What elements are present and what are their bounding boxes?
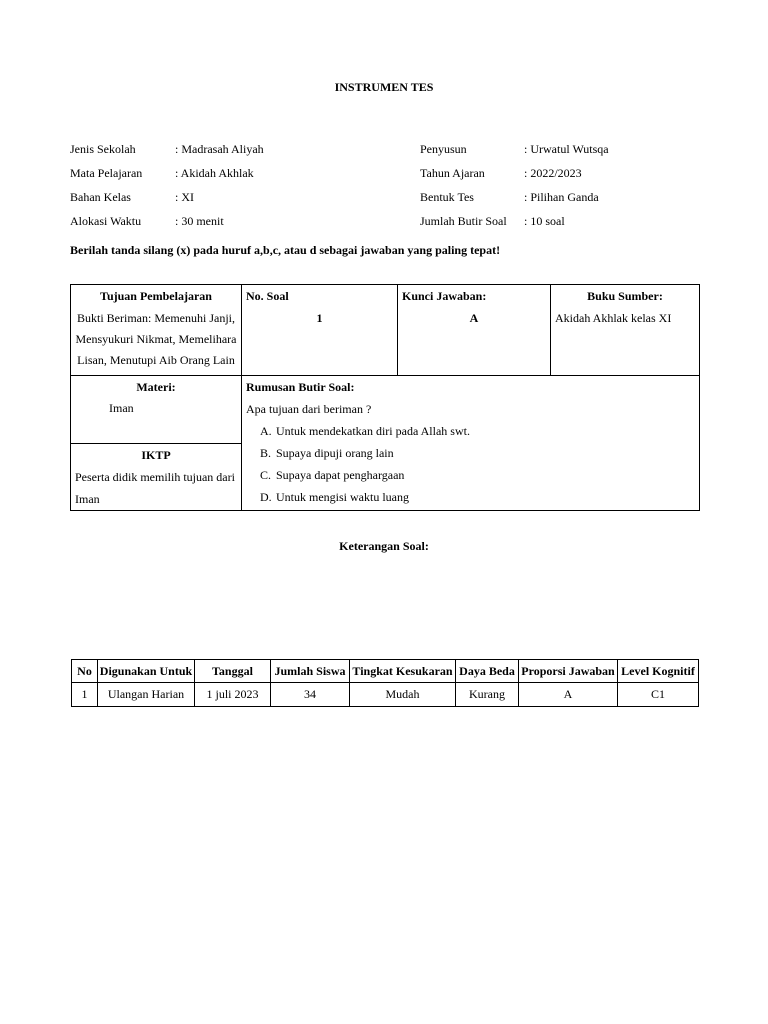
question-text: Apa tujuan dari beriman ? xyxy=(246,402,372,416)
tujuan-line: Lisan, Menutupi Aib Orang Lain xyxy=(77,353,235,367)
option-c[interactable] xyxy=(242,464,699,486)
option-text: Untuk mengisi waktu luang xyxy=(276,490,409,504)
option-text: Supaya dipuji orang lain xyxy=(276,446,394,460)
materi-value: Iman xyxy=(109,401,134,415)
option-letter: D. xyxy=(260,490,272,504)
meta-label-jenis-sekolah: Jenis Sekolah xyxy=(70,142,136,156)
keterangan-title: Keterangan Soal: xyxy=(339,539,429,553)
column-header: Jumlah Siswa xyxy=(271,660,350,683)
tujuan-text xyxy=(71,308,241,371)
iktp-text xyxy=(71,466,241,510)
table-cell: 1 xyxy=(72,683,98,707)
rumusan-cell xyxy=(242,376,700,511)
table-cell: Kurang xyxy=(456,683,519,707)
no-soal-header: No. Soal xyxy=(246,289,289,303)
rumusan-header: Rumusan Butir Soal: xyxy=(246,380,355,394)
tujuan-cell xyxy=(71,285,242,376)
tujuan-line: Bukti Beriman: Memenuhi Janji, xyxy=(77,311,235,325)
iktp-line: Peserta didik memilih tujuan dari xyxy=(75,470,235,484)
column-header: Tingkat Kesukaran xyxy=(350,660,456,683)
table-cell: A xyxy=(519,683,618,707)
table-cell: Ulangan Harian xyxy=(98,683,195,707)
materi-header: Materi: xyxy=(136,380,176,394)
analysis-table xyxy=(71,659,699,707)
column-header: Tanggal xyxy=(195,660,271,683)
buku-header: Buku Sumber: xyxy=(587,289,663,303)
tujuan-line: Mensyukuri Nikmat, Memelihara xyxy=(75,332,237,346)
analysis-header-row xyxy=(72,660,699,683)
no-soal-value: 1 xyxy=(316,311,323,325)
question-table xyxy=(70,284,700,511)
option-letter: C. xyxy=(260,468,272,482)
meta-label-jumlah-butir-soal: Jumlah Butir Soal xyxy=(420,214,507,228)
meta-label-tahun-ajaran: Tahun Ajaran xyxy=(420,166,485,180)
meta-label-penyusun: Penyusun xyxy=(420,142,467,156)
table-cell: Mudah xyxy=(350,683,456,707)
buku-value: Akidah Akhlak kelas XI xyxy=(555,311,672,325)
kunci-cell xyxy=(398,285,551,376)
meta-value-jenis-sekolah: : Madrasah Aliyah xyxy=(175,142,264,156)
column-header: Daya Beda xyxy=(456,660,519,683)
meta-label-mata-pelajaran: Mata Pelajaran xyxy=(70,166,143,180)
option-text: Untuk mendekatkan diri pada Allah swt. xyxy=(276,424,470,438)
meta-value-tahun-ajaran: : 2022/2023 xyxy=(524,166,582,180)
no-soal-cell xyxy=(242,285,398,376)
document-title: INSTRUMEN TES xyxy=(334,80,434,94)
meta-value-mata-pelajaran: : Akidah Akhlak xyxy=(175,166,254,180)
tujuan-header: Tujuan Pembelajaran xyxy=(100,289,212,303)
meta-label-alokasi-waktu: Alokasi Waktu xyxy=(70,214,142,228)
iktp-cell xyxy=(71,444,242,511)
materi-cell xyxy=(71,376,242,444)
meta-label-bentuk-tes: Bentuk Tes xyxy=(420,190,474,204)
column-header: No xyxy=(72,660,98,683)
table-cell: C1 xyxy=(618,683,699,707)
option-letter: A. xyxy=(260,424,272,438)
table-row xyxy=(72,683,699,707)
iktp-header: IKTP xyxy=(141,448,171,462)
column-header: Digunakan Untuk xyxy=(98,660,195,683)
meta-value-penyusun: : Urwatul Wutsqa xyxy=(524,142,609,156)
meta-value-jumlah-butir-soal: : 10 soal xyxy=(524,214,565,228)
kunci-header: Kunci Jawaban: xyxy=(402,289,487,303)
option-b[interactable] xyxy=(242,442,699,464)
column-header: Level Kognitif xyxy=(618,660,699,683)
option-d[interactable] xyxy=(242,486,699,508)
meta-value-alokasi-waktu: : 30 menit xyxy=(175,214,224,228)
option-text: Supaya dapat penghargaan xyxy=(276,468,405,482)
option-letter: B. xyxy=(260,446,272,460)
table-cell: 1 juli 2023 xyxy=(195,683,271,707)
meta-label-bahan-kelas: Bahan Kelas xyxy=(70,190,131,204)
meta-value-bahan-kelas: : XI xyxy=(175,190,194,204)
table-cell: 34 xyxy=(271,683,350,707)
instruction-text: Berilah tanda silang (x) pada huruf a,b,c, atau d sebagai jawaban yang paling tepat! xyxy=(70,243,501,257)
buku-cell xyxy=(551,285,700,376)
iktp-line: Iman xyxy=(75,492,100,506)
meta-value-bentuk-tes: : Pilihan Ganda xyxy=(524,190,599,204)
kunci-value: A xyxy=(469,311,479,325)
option-a[interactable] xyxy=(242,420,699,442)
column-header: Proporsi Jawaban xyxy=(519,660,618,683)
